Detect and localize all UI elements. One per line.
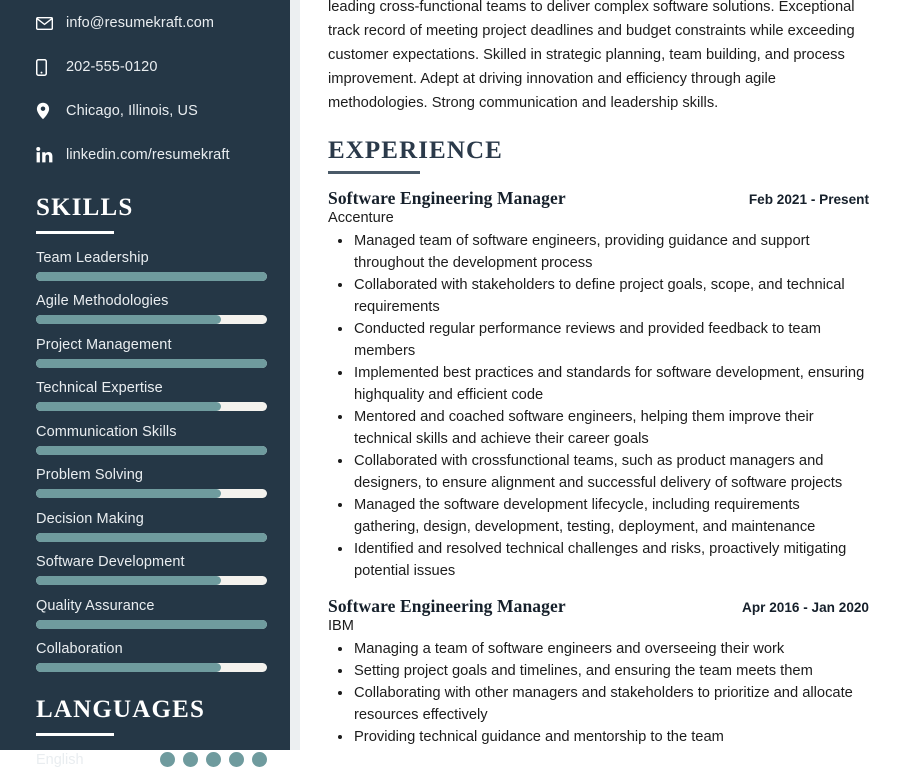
job-bullet: Setting project goals and timelines, and ensuring the team meets them	[328, 660, 869, 682]
skill-label: Agile Methodologies	[36, 293, 169, 309]
skill-bar-track	[36, 272, 267, 281]
skill-bar-track	[36, 359, 267, 368]
skill-label: Communication Skills	[36, 423, 177, 440]
experience-item-header	[328, 188, 869, 209]
contact-email-text: info@resumekraft.com	[66, 15, 215, 31]
email-icon	[36, 17, 58, 30]
skill-bar-track	[36, 489, 267, 498]
skill-item	[36, 424, 268, 455]
phone-icon	[36, 59, 58, 76]
experience-heading: EXPERIENCE	[328, 137, 503, 164]
experience-item	[328, 188, 869, 582]
rating-dot-filled	[206, 752, 221, 767]
location-pin-icon	[36, 102, 58, 120]
job-bullet: Collaborated with stakeholders to define project goals, scope, and technical requirements	[328, 274, 869, 318]
rating-dot-filled	[183, 752, 198, 767]
job-company: Accenture	[328, 209, 394, 226]
linkedin-icon	[36, 147, 58, 163]
contact-linkedin-text: linkedin.com/resumekraft	[66, 147, 230, 163]
job-bullet-list	[328, 638, 869, 748]
languages-heading-rule	[36, 733, 114, 736]
skill-bar-track	[36, 315, 267, 324]
job-dates: Apr 2016 - Jan 2020	[742, 599, 869, 615]
job-bullet: Managing a team of software engineers and overseeing their work	[328, 638, 869, 660]
skill-item	[36, 250, 268, 281]
skill-bar-fill	[36, 620, 267, 629]
job-bullet: Identified and resolved technical challenges and risks, proactively mitigating potential issues	[328, 538, 869, 582]
rating-dot-filled	[229, 752, 244, 767]
job-bullet: Mentored and coached software engineers, helping them improve their technical skills and achieve their career goals	[328, 406, 869, 450]
skill-item	[36, 511, 268, 542]
skill-bar-track	[36, 533, 267, 542]
job-bullet: Conducted regular performance reviews and provided feedback to team members	[328, 318, 869, 362]
contact-location-text: Chicago, Illinois, US	[66, 103, 198, 119]
job-company: IBM	[328, 617, 354, 634]
skill-label: Project Management	[36, 336, 172, 353]
skill-label: Decision Making	[36, 510, 144, 527]
summary-text: leading cross-functional teams to deliver complex software solutions. Exceptional track record of meeting project deadlines and budget constraints while exceeding customer expectations. Skilled in strategic planning, team building, and process improvement. Adept at driving innovation and efficiency through agile methodologies. Strong communication and leadership skills.	[328, 0, 855, 111]
skill-bar-fill	[36, 315, 221, 324]
main-content	[300, 0, 901, 750]
skill-bar-fill	[36, 446, 267, 455]
skill-label: Quality Assurance	[36, 597, 155, 614]
contact-item-linkedin[interactable]	[36, 140, 268, 170]
skill-bar-fill	[36, 402, 221, 411]
skill-bar-fill	[36, 533, 267, 542]
languages-list	[36, 752, 268, 768]
skills-heading-block	[36, 194, 268, 234]
experience-heading-rule	[328, 171, 420, 174]
skills-list	[36, 250, 268, 673]
column-divider	[290, 0, 300, 750]
sidebar	[0, 0, 290, 768]
skill-bar-track	[36, 446, 267, 455]
skill-label: Software Development	[36, 554, 185, 570]
experience-item	[328, 596, 869, 748]
skill-bar-fill	[36, 272, 267, 281]
summary-section	[328, 0, 869, 115]
skill-label: Problem Solving	[36, 467, 144, 483]
skill-bar-track	[36, 402, 267, 411]
contact-item-email[interactable]	[36, 8, 268, 38]
skills-heading: SKILLS	[36, 194, 134, 221]
contact-item-phone[interactable]	[36, 52, 268, 82]
skill-bar-fill	[36, 489, 221, 498]
skill-bar-fill	[36, 663, 221, 672]
skill-bar-track	[36, 663, 267, 672]
job-bullet-list	[328, 230, 869, 582]
experience-heading-block	[328, 137, 869, 174]
contact-phone-text: 202-555-0120	[66, 59, 158, 75]
skill-label: Collaboration	[36, 641, 123, 657]
contact-list	[36, 0, 268, 170]
skill-item	[36, 554, 268, 585]
skill-item	[36, 380, 268, 411]
skill-label: Team Leadership	[36, 249, 149, 266]
language-rating-dots	[160, 752, 267, 767]
skill-bar-track	[36, 576, 267, 585]
job-bullet: Collaborating with other managers and stakeholders to prioritize and allocate resources effectively	[328, 682, 869, 726]
job-bullet: Managed team of software engineers, providing guidance and support throughout the development process	[328, 230, 869, 274]
language-item	[36, 752, 267, 768]
job-title: Software Engineering Manager	[328, 595, 566, 616]
rating-dot-filled	[160, 752, 175, 767]
experience-item-header	[328, 596, 869, 617]
job-bullet: Collaborated with crossfunctional teams, such as product managers and designers, to ensure alignment and successful delivery of software projects	[328, 450, 869, 494]
rating-dot-filled	[252, 752, 267, 767]
experience-list	[328, 188, 869, 748]
skill-label: Technical Expertise	[36, 380, 163, 396]
skill-bar-fill	[36, 576, 221, 585]
skills-heading-rule	[36, 231, 114, 234]
languages-heading-block	[36, 696, 268, 736]
languages-heading: LANGUAGES	[36, 696, 206, 723]
skill-item	[36, 641, 268, 672]
job-dates: Feb 2021 - Present	[748, 191, 869, 207]
skill-item	[36, 467, 268, 498]
job-bullet: Implemented best practices and standards for software development, ensuring highquality and efficient code	[328, 362, 869, 406]
contact-item-location[interactable]	[36, 96, 268, 126]
skill-bar-fill	[36, 359, 267, 368]
skill-item	[36, 293, 268, 324]
skill-item	[36, 598, 268, 629]
skill-item	[36, 337, 268, 368]
job-bullet: Providing technical guidance and mentorship to the team	[328, 726, 869, 748]
job-title: Software Engineering Manager	[328, 187, 566, 208]
skill-bar-track	[36, 620, 267, 629]
language-name: English	[36, 751, 84, 768]
job-bullet: Managed the software development lifecycle, including requirements gathering, design, development, testing, deployment, and maintenance	[328, 494, 869, 538]
